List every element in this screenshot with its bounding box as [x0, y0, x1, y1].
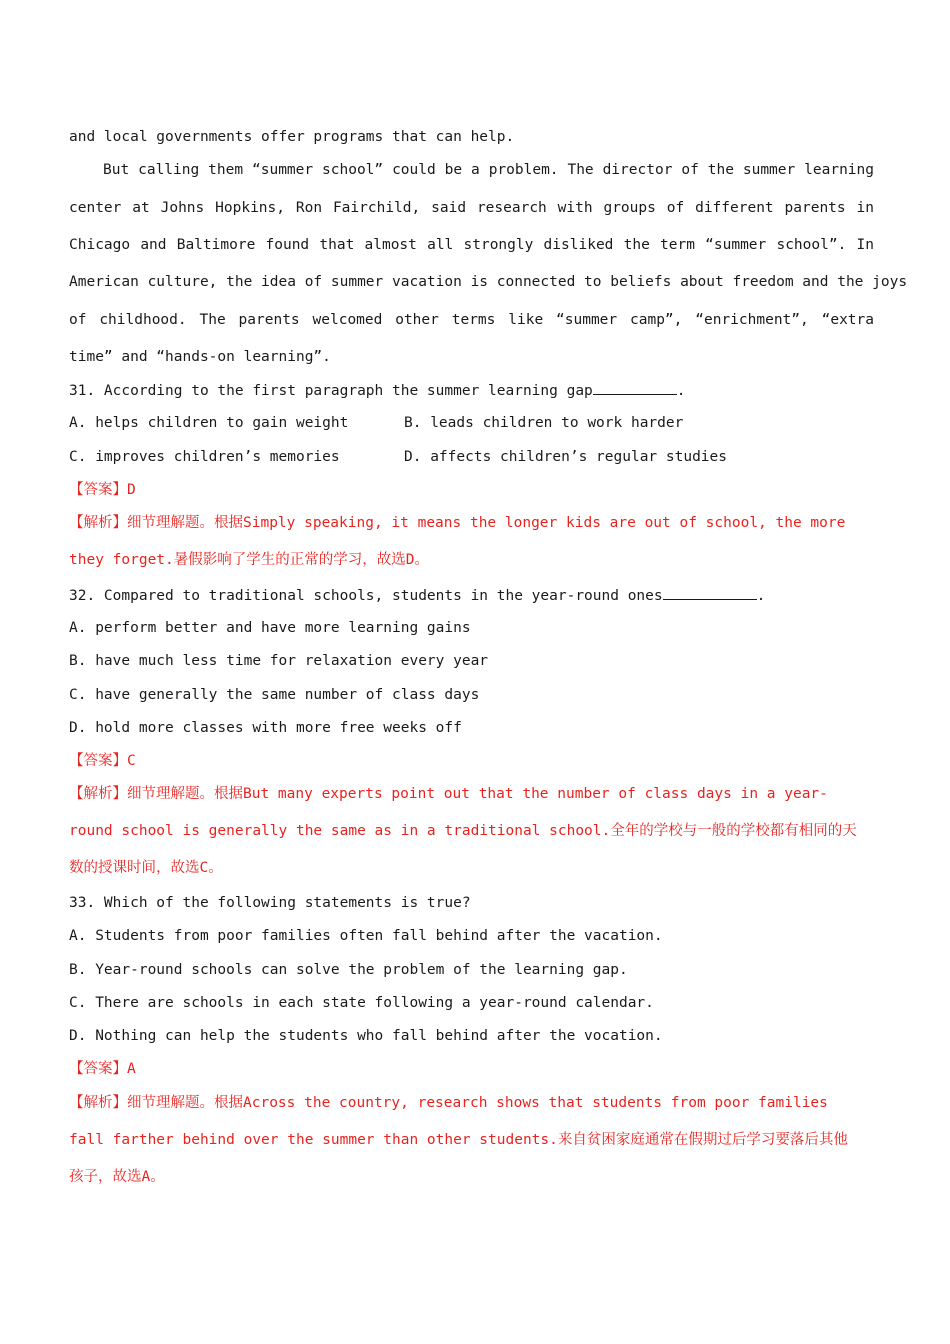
passage-line: But calling them “summer school” could be a problem. The director of the summer learning	[103, 162, 874, 178]
option-b: B. have much less time for relaxation every year	[69, 653, 489, 669]
analysis-line: they forget.暑假影响了学生的正常的学习，故选D。	[69, 552, 429, 568]
answer-line	[69, 751, 874, 771]
analysis-text: 细节理解题。根据Across the country, research shows that students from poor families	[127, 1095, 828, 1111]
analysis-line: fall farther behind over the summer than other students.来自贫困家庭通常在假期过后学习要落后其他	[69, 1132, 848, 1148]
analysis-line	[69, 1093, 874, 1113]
option-a: A. perform better and have more learning gains	[69, 620, 471, 636]
question-end: .	[676, 383, 686, 399]
option-c: C. There are schools in each state following a year-round calendar.	[69, 995, 654, 1011]
option-b: B. Year-round schools can solve the problem of the learning gap.	[69, 962, 628, 978]
option-a: A. Students from poor families often fall behind after the vacation.	[69, 928, 663, 944]
option-c: C. have generally the same number of class days	[69, 687, 480, 703]
analysis-line: 孩子，故选A。	[69, 1169, 165, 1185]
answer-line	[69, 480, 874, 500]
answer-blank	[663, 585, 757, 600]
option-c: C. improves children’s memories	[69, 449, 340, 465]
answer-value: D	[127, 482, 136, 498]
analysis-text: 细节理解题。根据But many experts point out that the number of class days in a year-	[127, 786, 828, 802]
answer-blank	[593, 380, 677, 395]
answer-label: 【答案】	[69, 753, 127, 769]
answer-label: 【答案】	[69, 1061, 127, 1077]
answer-label: 【答案】	[69, 482, 127, 498]
question-text: 31. According to the first paragraph the summer learning gap	[69, 383, 593, 399]
option-b: B. leads children to work harder	[404, 415, 684, 431]
passage-line: center at Johns Hopkins, Ron Fairchild, said research with groups of different parents in	[69, 200, 874, 216]
analysis-line: 数的授课时间，故选C。	[69, 860, 223, 876]
question-stem	[69, 585, 874, 606]
option-d: D. hold more classes with more free weeks off	[69, 720, 462, 736]
analysis-line	[69, 784, 874, 804]
answer-value: A	[127, 1061, 136, 1077]
question-end: .	[756, 588, 766, 604]
passage-line: and local governments offer programs that can help.	[69, 129, 515, 145]
passage-line: of childhood. The parents welcomed other terms like “summer camp”, “enrichment”, “extra	[69, 312, 874, 328]
question-stem: 33. Which of the following statements is true?	[69, 895, 471, 911]
analysis-text: 细节理解题。根据Simply speaking, it means the longer kids are out of school, the more	[127, 515, 846, 531]
answer-value: C	[127, 753, 136, 769]
answer-line	[69, 1059, 874, 1079]
analysis-label: 【解析】	[69, 786, 127, 802]
option-d: D. affects children’s regular studies	[404, 449, 728, 465]
passage-line: Chicago and Baltimore found that almost all strongly disliked the term “summer school”. In	[69, 237, 874, 253]
analysis-line: round school is generally the same as in a traditional school.全年的学校与一般的学校都有相同的天	[69, 823, 857, 839]
analysis-label: 【解析】	[69, 515, 127, 531]
question-text: 32. Compared to traditional schools, students in the year-round ones	[69, 588, 663, 604]
option-row	[69, 413, 874, 433]
passage-line: time” and “hands-on learning”.	[69, 349, 331, 365]
analysis-label: 【解析】	[69, 1095, 127, 1111]
option-row	[69, 447, 874, 467]
option-a: A. helps children to gain weight	[69, 415, 349, 431]
question-stem	[69, 380, 874, 401]
passage-line: American culture, the idea of summer vacation is connected to beliefs about freedom and the joys	[69, 274, 908, 290]
option-d: D. Nothing can help the students who fall behind after the vocation.	[69, 1028, 663, 1044]
analysis-line	[69, 513, 874, 533]
